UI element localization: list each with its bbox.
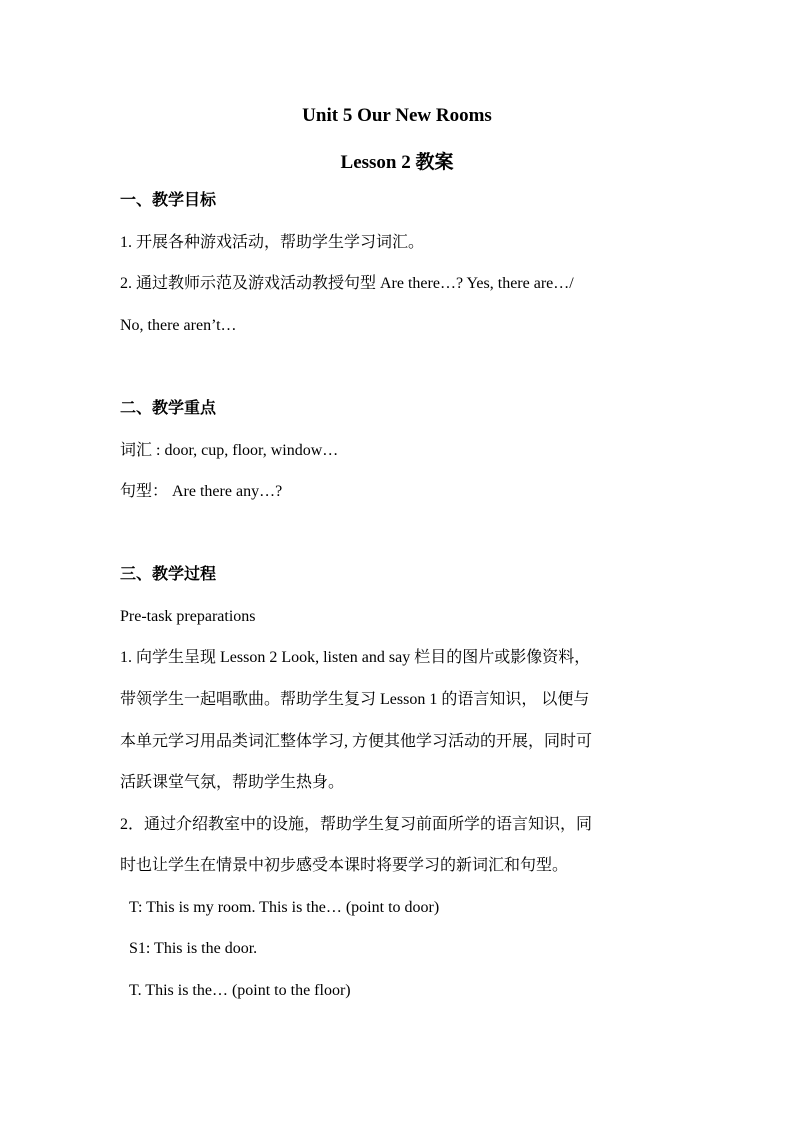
section-heading-objectives: 一、教学目标 [120,192,217,209]
procedure-line: 本单元学习用品类词汇整体学习, 方便其他学习活动的开展，同时可 [120,733,593,750]
procedure-line: 时也让学生在情景中初步感受本课时将要学习的新词汇和句型。 [120,857,569,874]
procedure-stage-label: Pre-task preparations [120,608,256,625]
section-heading-procedure: 三、教学过程 [120,566,217,583]
dialogue-line: S1: This is the door. [129,940,258,957]
objective-item-2-continued: No, there aren’t… [120,317,237,334]
objective-item-2: 2. 通过教师示范及游戏活动教授句型 Are there…? Yes, there are…/ [120,275,574,292]
dialogue-line: T: This is my room. This is the… (point to door) [129,899,440,916]
document-title: Unit 5 Our New Rooms [302,105,492,126]
dialogue-line: T. This is the… (point to the floor) [129,982,351,999]
key-points-vocabulary: 词汇 : door, cup, floor, window… [120,442,339,459]
key-points-sentence-pattern: 句型： Are there any…? [120,483,283,500]
objective-item-1: 1. 开展各种游戏活动，帮助学生学习词汇。 [120,234,425,251]
procedure-line: 带领学生一起唱歌曲。帮助学生复习 Lesson 1 的语言知识， 以便与 [120,691,590,708]
document-subtitle: Lesson 2 教案 [340,152,454,173]
section-heading-key-points: 二、教学重点 [120,400,217,417]
procedure-line: 活跃课堂气氛，帮助学生热身。 [120,774,345,791]
procedure-line: 1. 向学生呈现 Lesson 2 Look, listen and say 栏目的图片或影像资料， [120,649,591,666]
procedure-line: 2．通过介绍教室中的设施，帮助学生复习前面所学的语言知识，同 [120,816,593,833]
